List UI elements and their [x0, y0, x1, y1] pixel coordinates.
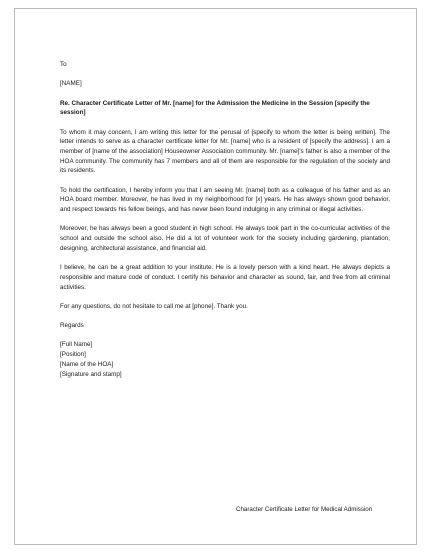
- signature-full-name: [Full Name]: [60, 341, 93, 349]
- signature-and-stamp: [Signature and stamp]: [60, 370, 122, 378]
- closing-regards: Regards: [60, 322, 84, 330]
- document-page: [14, 8, 417, 545]
- paragraph-contact: For any questions, do not hesitate to call me at [phone]. Thank you.: [60, 302, 248, 310]
- page-footer-caption: Character Certificate Letter for Medical Admission: [236, 506, 373, 513]
- recipient-name: [NAME]: [60, 80, 82, 88]
- signature-position: [Position]: [60, 351, 86, 359]
- paragraph-intro: To whom it may concern, I am writing this letter for the perusal of [specify to whom the letter is being written]. The letter intends to serve as a character certificate letter for Mr. [name] who is a resident of [specify the address]. I am a member of [name of the association] Houseowner Association community. Mr. [name]'s father is also a member of the HOA community. The community has 7 members and all of them are responsible for the regulation of the society and its residents.: [60, 128, 390, 175]
- paragraph-achievements: Moreover, he has always been a good student in high school. He always took part in the co-curricular activities of the school and outside the school also. He did a lot of volunteer work for the society including gardening, plantation, designing, architectural assistance, and financial aid.: [60, 225, 390, 252]
- paragraph-recommendation: I believe, he can be a great addition to your institute. He is a lovely person with a kind heart. He always depicts a responsible and mature code of conduct. I certify his behavior and character as sound, fair, and free from all criminal activities.: [60, 264, 390, 291]
- signature-hoa-name: [Name of the HOA]: [60, 360, 114, 368]
- paragraph-certification: To hold the certification, I hereby inform you that I am seeing Mr. [name] both as a colleague of his father and as an HOA board member. Moreover, he has lived in my neighborhood for [x] years. He has always shown good behavior, and respect towards his fellow beings, and has never been found indulging in any criminal or illegal activities.: [60, 186, 390, 214]
- letter-body: [60, 60, 390, 379]
- letter-subject: Re. Character Certificate Letter of Mr. [name] for the Admission the Medicine in the Session [specify the session]: [60, 99, 370, 117]
- salutation-to: To: [60, 61, 67, 68]
